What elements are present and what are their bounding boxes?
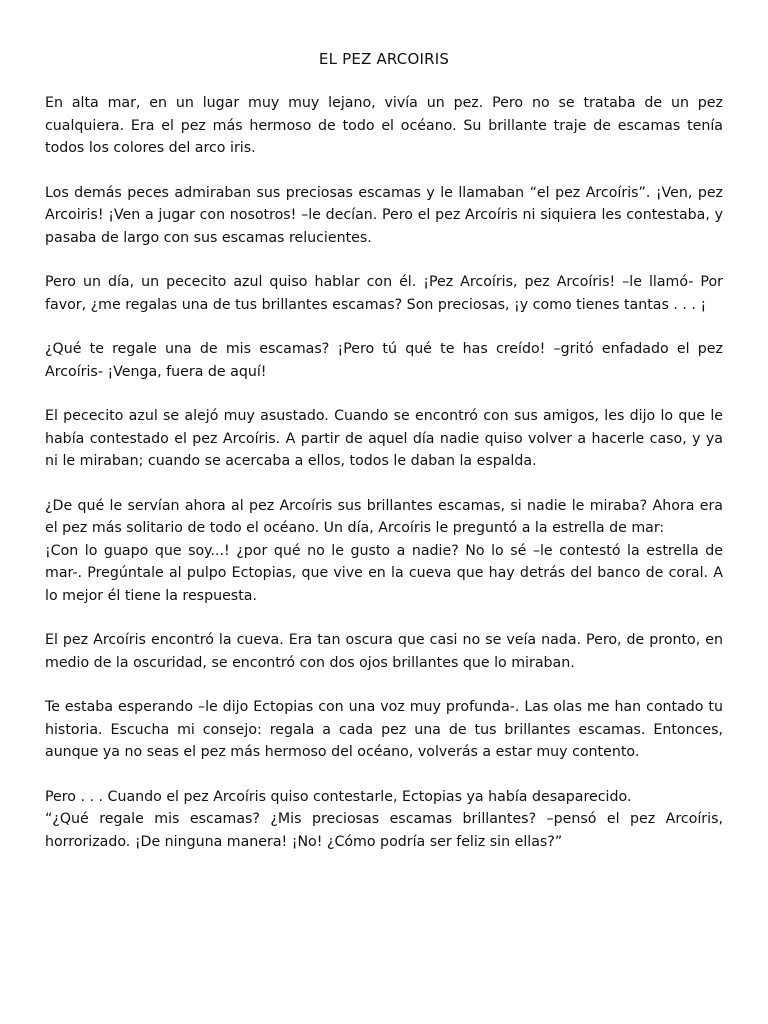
paragraph-2: [45, 182, 723, 250]
paragraph-line: ¿De qué le servían ahora al pez Arcoíris sus brillantes escamas, si nadie le miraba? Ahora era el pez más solitario de todo el océano. Un día, Arcoíris le preguntó a la estrella de mar:: [45, 497, 723, 536]
paragraph-5: [45, 405, 723, 473]
paragraph-line: Te estaba esperando –le dijo Ectopias con una voz muy profunda-. Las olas me han contado tu historia. Escucha mi consejo: regala a cada pez una de tus brillantes escamas. Entonces, aunque ya no seas el pez más hermoso del océano, volverás a estar muy contento.: [45, 699, 723, 760]
paragraph-7: [45, 629, 723, 674]
paragraph-line: Los demás peces admiraban sus preciosas escamas y le llamaban “el pez Arcoíris”. ¡Ven, pez Arcoiris! ¡Ven a jugar con nosotros! –le decían. Pero el pez Arcoíris ni siquiera les contestaba, y pasaba de largo con sus escamas relucientes.: [45, 184, 723, 246]
paragraph-9: [45, 786, 723, 854]
paragraph-line: Pero un día, un pececito azul quiso hablar con él. ¡Pez Arcoíris, pez Arcoíris! –le llamó- Por favor, ¿me regalas una de tus brillantes escamas? Son preciosas, ¡y como tienes tantas . . . ¡: [45, 274, 723, 313]
paragraph-8: [45, 696, 723, 764]
paragraph-3: [45, 271, 723, 316]
paragraph-line: El pez Arcoíris encontró la cueva. Era tan oscura que casi no se veía nada. Pero, de pronto, en medio de la oscuridad, se encontró con dos ojos brillantes que lo miraban.: [45, 632, 723, 671]
paragraph-1: [45, 92, 723, 160]
paragraph-line: Pero . . . Cuando el pez Arcoíris quiso contestarle, Ectopias ya había desaparecido.: [45, 788, 632, 805]
paragraph-6: [45, 495, 723, 608]
paragraph-4: [45, 338, 723, 383]
paragraph-line: ¿Qué te regale una de mis escamas? ¡Pero tú qué te has creído! –gritó enfadado el pez Arcoíris- ¡Venga, fuera de aquí!: [45, 341, 723, 380]
document-body: [45, 92, 723, 875]
paragraph-line: El pececito azul se alejó muy asustado. Cuando se encontró con sus amigos, les dijo lo que le había contestado el pez Arcoíris. A partir de aquel día nadie quiso volver a hacerle caso, y ya ni le miraban; cuando se acercaba a ellos, todos le daban la espalda.: [45, 408, 723, 469]
paragraph-line: En alta mar, en un lugar muy muy lejano, vivía un pez. Pero no se trataba de un pez cualquiera. Era el pez más hermoso de todo el océano. Su brillante traje de escamas tenía todos los colores del arco iris.: [45, 95, 723, 156]
document-title: EL PEZ ARCOIRIS: [318, 50, 450, 68]
paragraph-line: “¿Qué regale mis escamas? ¿Mis preciosas escamas brillantes? –pensó el pez Arcoíris, horrorizado. ¡De ninguna manera! ¡No! ¿Cómo podría ser feliz sin ellas?”: [45, 811, 723, 850]
paragraph-line: ¡Con lo guapo que soy...! ¿por qué no le gusto a nadie? No lo sé –le contestó la estrella de mar-. Pregúntale al pulpo Ectopias, que vive en la cueva que hay detrás del banco de coral. A lo mejor él tiene la respuesta.: [45, 542, 723, 604]
